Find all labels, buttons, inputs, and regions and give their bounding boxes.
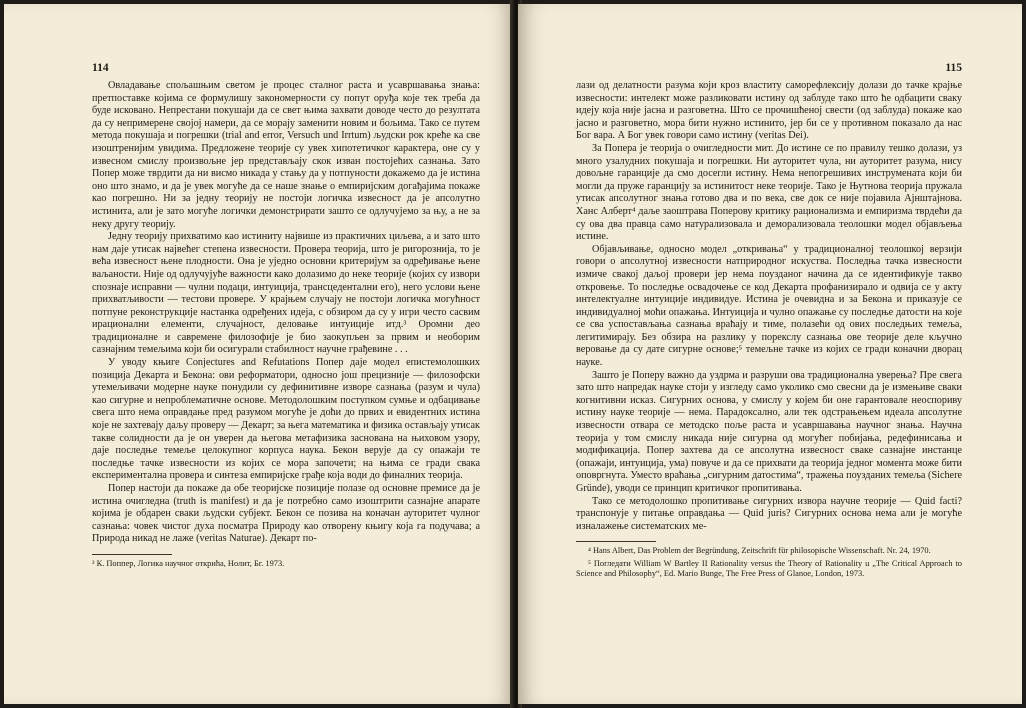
footnote: ⁴ Hans Albert, Das Problem der Begründung, Zeitschrift für philosopische Wissenschaft. Nr. 24, 1970. [588,546,931,556]
paragraph: Тако се методолошко пропитивање сигурних извора научне теорије — Quid facti? транспонује у питање оправдања — Quid juris? Сигурних основа нема али је могуће изналажење систематских ме- [576,495,962,532]
paragraph: лази од делатности разума који кроз властиту саморефлексију долази до тачке крајње извесности: интелект може разликовати истину од заблуде тако што ће одбацити сваку идеју која није јасна и разговетна. Што се прочишћеној свести (од заблуда) покаже као јасно и разговетно, мора бити нужно истинито, јер би се у противном показало да нас Бог вара. А Бог увек говори само истину (veritas Dei). [576,80,962,142]
footnote: ⁵ Погледати William W Bartley II Rationality versus the Theory of Rationality u „The Critical Approach to Science and Philosophy“, Ed. Mario Bunge, The Free Press of Glanoe, London, 1973. [576,558,962,579]
paragraph: У уводу књиге Conjectures and Refutations Попер даје модел епистемолошких позиција Декарта и Бекона: ови реформатори, односно још прецизније — филозофски утемељивачи модерне науке понудили су дефинитивне изворе сазнања (разум и чула) као сигурне и непроблематичне основе. Методолошким поступком сумње и одбацивање свега што нема оправдање пред разумом могуће је доћи до првих и евидентних истина које не захтевају даљу проверу — Декарт; за њега математика и физика остављају утисак такве солидности да је он уверен да његова метафизика заснована на њиховом узору, даје последње темеље целокупног корпуса наука. Бекон верује да су опажаји те последње тачке извесности из којих се мора започети; на њима се гради свака експериментална провера и синтеза емпиријске грађе која води до финалних теорија. [92,357,480,482]
paragraph: Попер настоји да покаже да обе теоријске позиције полазе од основне премисе да је истина очигледна (truth is manifest) и да је потребно само изоштрити сазнајне апарате којима је обдарен сваки људски субјект. Бекон се позива на коначан ауторитет чулног сазнања: човек чистог духа посматра Природу као отворену књигу која га подучава; а Природа никад не лаже (veritas Naturae). Декарт по- [92,483,480,545]
right-page [518,4,1022,704]
footnote-divider [576,541,656,542]
page-body [576,80,962,533]
page-number: 115 [945,62,962,74]
page-number: 114 [92,62,109,74]
footnotes [92,559,480,569]
footnotes [576,546,962,579]
paragraph: Једну теорију прихватимо као истиниту највише из практичних циљева, а и зато што нам даје утисак највећег степена извесности. Провера теорија, што је ригорознија, то је већа извесност њене плодности. Она је уједно основни критеријум за одређивање њене ваљаности. Није од одлучујуће важности како долазимо до неке теорије (којих су извори спознаје исправни — чулни подаци, интуиција, трансцедентални его), него услови њене прихватљивости — тестови провере. У крајњем случају не постоји логичка могућност потпуне реконструкције настанка одређених идеја, с обзиром да су у игри често сасвим ирационални елементи, случајност, деловање интуиције итд.³ Оромни део традиционалне и савремене филозофије је био заокупљен за првим и необорим сазнајним темељима који би осигурали стабилност научне грађевине . . . [92,231,480,356]
footnote: ³ К. Поппер, Логика научног открића, Нолит, Бг. 1973. [92,558,285,568]
paragraph: За Попера је теорија о очигледности мит. До истине се по правилу тешко долази, уз много узалудних покушаја и погрешки. Ни ауторитет чула, ни ауторитет разума, нису довољне гаранције да смо досегли истину. Нема непогрешивих инструмената који би могли да пруже гаранцију за истинитост неке теорије. Тако је Њутнова теорија пружала утисак апсолутног знања готово два и по века, све док се није појавила Ајнштајнова. Ханс Алберт⁴ даље заоштрава Поперову критику рационализма и емпиризма тврдећи да су ова два правца само натурализовала и деморализовала теолошки модел објављења истине. [576,142,962,243]
paragraph: Зашто је Поперу важно да уздрма и разруши ова традиционална уверења? Пре свега зато што напредак науке стоји у изгледу само уколико смо свесни да је измењиве сваки когнитивни исказ. Сигурних основа, у смислу у којем би оне гарантовале неоспориву истину науке теорије — нема. Парадоксално, али тек одстрањењем идеала апсолутне извесности отвара се методско поље раста и усавршавања научног знања. Научна теорија у том смислу никада није сигурна од могућег побијања, редефинисања и модификација. Попер захтева да се апсолутна извесност сваке сазнајне инстанце (опажаји, интуиција, ума) повуче и да се прихвати да теорија једног момента може бити оповргнута. Уместо враћања „сигурним датостима“, тражења поузданих темеља (Sichere Gründe), уводи се принцип критичког пропитивања. [576,369,962,494]
left-page [4,4,514,704]
footnote-divider [92,554,172,555]
paragraph: Овладавање спољашњим светом је процес сталног раста и усавршавања знања: претпоставке којима се формулишу закономерности су попут оруђа које тек треба да буде исковано. Непрестани покушаји да се свет њима захвати доводе често до резултата да су непримерене својој намери, да се морају заменити новим и бољима. Тако се путем метода покушаја и погрешки (trial and error, Versuch und Irrtum) људски рок креће ка све изоштренијим увидима. Предложене теорије су увек хипотетичког карактера, оне су у извесном смислу произвољне јер представљају скок изван постојећих сазнања. Зато Попер може тврдити да ни висмо никада у стању да у потпуности докажемо да је истина оно што знамо, и да је увек могуће да се наше знање о емпиријским догађајима покаже као погрешно. Ни за једну теорију не постоји логичка извесност да је апсолутно истинита, али је зато могуће логички демонстрирати зашто се одлучујемо за њу, а не за неку другу теорију. [92,80,480,230]
page-body [92,80,480,546]
paragraph: Објављивање, односно модел „откривања“ у традиционалној теолошкој верзији говори о апсолутној извесности натприродног искуства. Последња тачка извесности измиче свакој даљој провери јер нема поузданог начина да се идентификује такво откровење. То последње освадочење се код Декарта профанизирало и одвија се у акту интелектуалне интуиције индивидуе. Истина је очевидна и за Бекона и приказује се индивидуалној моћи опажања. Интуиција и чулно опажање су последње датости на које се сва успостављања сазнања враћају и тиме, полазећи од ових последњих темеља, легитимирају. Без обзира на разлику у порекслу сазнања ове теорије деле кључно веровање да су дате сигурне основе;⁵ темељне тачке из којих се гради коначни дворац науке. [576,243,962,369]
